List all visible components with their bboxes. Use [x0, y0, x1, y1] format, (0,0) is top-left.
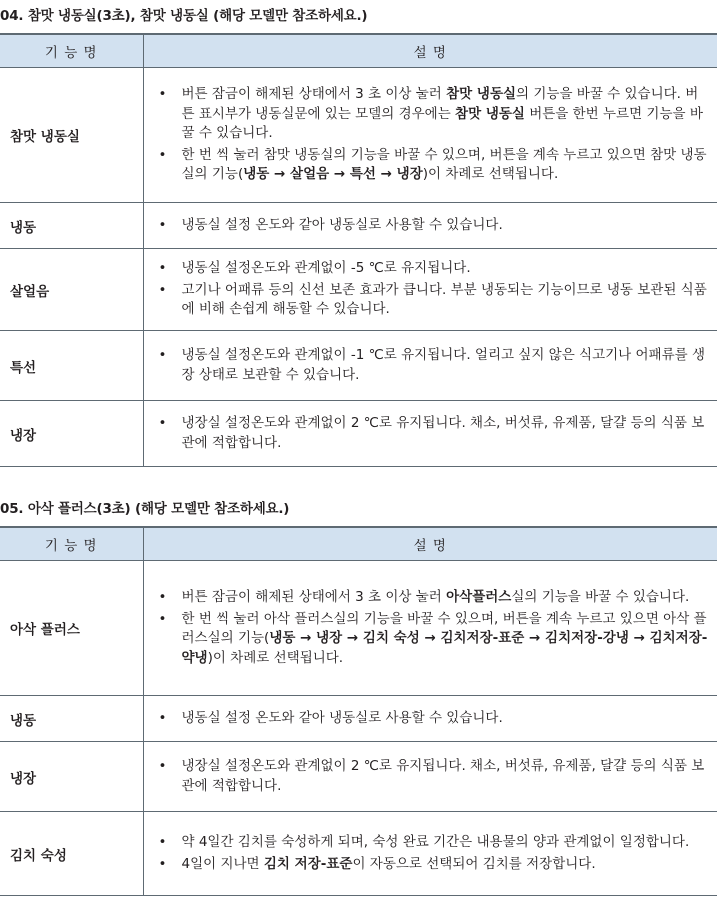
- text-run: 이 자동으로 선택되어 김치를 저장합니다.: [352, 855, 596, 872]
- function-description: [143, 401, 717, 467]
- function-name: 아삭 플러스: [0, 561, 143, 696]
- table-header-row: [0, 34, 717, 68]
- function-name: 살얼음: [0, 249, 143, 331]
- text-run: 냉동실 설정 온도와 같아 냉동실로 사용할 수 있습니다.: [181, 216, 503, 233]
- text-run: 냉동실 설정 온도와 같아 냉동실로 사용할 수 있습니다.: [181, 709, 503, 726]
- function-table-05: [0, 526, 717, 896]
- function-table-04: [0, 33, 717, 467]
- text-run: 버튼 잠금이 해제된 상태에서 3 초 이상 눌러: [181, 589, 447, 605]
- header-function-name: 기 능 명: [0, 527, 143, 561]
- text-run: 버튼 잠금이 해제된 상태에서 3 초 이상 눌러: [181, 86, 447, 103]
- bullet-dot-icon: •: [158, 347, 167, 363]
- text-run: 버튼을 한번 누르면 기능을 바꿀 수 있습니다.: [181, 105, 703, 142]
- bullet-text: [182, 347, 706, 383]
- text-run: 실의 기능을 바꿀 수 있습니다.: [511, 589, 690, 605]
- text-run: 고기나 어패류 등의 신선 보존 효과가 큽니다. 부분 냉동되는 기능이므로 냉동 보관된 식품에 비해 손쉽게 해동할 수 있습니다.: [181, 281, 707, 318]
- bullet-text: [182, 834, 690, 850]
- bullet-dot-icon: •: [158, 855, 167, 872]
- bullet-text: [182, 856, 596, 872]
- bullet-item: [144, 709, 710, 729]
- bullet-text: [182, 86, 703, 141]
- bullet-text: [182, 260, 471, 276]
- bullet-item: [144, 610, 710, 669]
- text-run: 약 4일간 김치를 숙성하게 되며, 숙성 완료 기간은 내용물의 양과 관계없이 일정합니다.: [181, 834, 690, 850]
- bullet-text: [182, 217, 503, 233]
- bullet-list: [144, 757, 710, 796]
- bullet-text: [182, 611, 708, 666]
- bullet-text: [182, 758, 705, 794]
- bullet-item: [144, 281, 710, 320]
- bullet-list: [144, 216, 710, 236]
- table-row: [0, 203, 717, 249]
- table-row: [0, 331, 717, 401]
- function-description: [143, 68, 717, 203]
- section-title-05: 05. 아삭 플러스(3초) (해당 모델만 참조하세요.): [0, 501, 290, 517]
- bullet-item: [144, 259, 710, 279]
- header-description: 설 명: [143, 34, 717, 68]
- bold-term: 참맛 냉동실: [455, 105, 525, 122]
- function-description: [143, 742, 717, 812]
- bold-term: 참맛 냉동실: [446, 86, 517, 103]
- text-run: 4일이 지나면: [181, 855, 264, 872]
- bullet-dot-icon: •: [158, 415, 167, 431]
- bullet-dot-icon: •: [158, 758, 167, 774]
- function-name: 냉동: [0, 203, 143, 249]
- bullet-list: [144, 346, 710, 385]
- bullet-item: [144, 216, 710, 236]
- text-run: 냉동실 설정온도와 관계없이 -5 ℃로 유지됩니다.: [181, 260, 471, 277]
- function-name: 특선: [0, 331, 143, 401]
- bullet-item: [144, 414, 710, 453]
- table-row: [0, 696, 717, 742]
- bullet-dot-icon: •: [158, 709, 167, 726]
- function-description: [143, 696, 717, 742]
- bullet-list: [144, 588, 710, 668]
- bullet-item: [144, 85, 710, 144]
- function-description: [143, 812, 717, 896]
- bullet-text: [182, 282, 707, 318]
- text-run: 한 번 씩 눌러 참맛 냉동실의 기능을 바꿀 수 있으며, 버튼을 계속 누르고 있으면 참맛 냉동실의 기능(: [181, 146, 707, 183]
- bullet-item: [144, 757, 710, 796]
- section-title-04: 04. 참맛 냉동실(3초), 참맛 냉동실 (해당 모델만 참조하세요.): [0, 8, 368, 24]
- table-row: [0, 68, 717, 203]
- bullet-dot-icon: •: [158, 260, 167, 277]
- bold-term: 냉동 → 살얼음 → 특선 → 냉장: [243, 166, 423, 183]
- text-run: 냉동실 설정온도와 관계없이 -1 ℃로 유지됩니다. 얼리고 싶지 않은 식고기나 어패류를 생장 상태로 보관할 수 있습니다.: [181, 347, 706, 383]
- function-description: [143, 249, 717, 331]
- header-description: 설 명: [143, 527, 717, 561]
- bullet-list: [144, 259, 710, 320]
- bullet-item: [144, 855, 710, 875]
- bullet-list: [144, 709, 710, 729]
- function-name: 냉동: [0, 696, 143, 742]
- function-name: 냉장: [0, 742, 143, 812]
- bullet-item: [144, 346, 710, 385]
- function-description: [143, 331, 717, 401]
- table-row: [0, 812, 717, 896]
- table-row: [0, 742, 717, 812]
- text-run: 냉장실 설정온도와 관계없이 2 ℃로 유지됩니다. 채소, 버섯류, 유제품, 달걀 등의 식품 보관에 적합합니다.: [181, 758, 705, 794]
- bullet-dot-icon: •: [158, 146, 167, 163]
- bullet-text: [182, 147, 707, 183]
- bullet-dot-icon: •: [158, 589, 167, 605]
- function-name: 참맛 냉동실: [0, 68, 143, 203]
- text-run: 의 기능을 바꿀 수 있습니다. 버튼 표시부가 냉동실문에 있는 모델의 경우에는: [181, 86, 699, 122]
- bullet-item: [144, 588, 710, 608]
- function-name: 냉장: [0, 401, 143, 467]
- bold-term: 아삭플러스: [446, 589, 512, 605]
- function-name: 김치 숙성: [0, 812, 143, 896]
- bullet-item: [144, 146, 710, 185]
- bullet-dot-icon: •: [158, 216, 167, 233]
- function-description: [143, 203, 717, 249]
- bold-term: 김치 저장-표준: [263, 855, 353, 872]
- bullet-dot-icon: •: [158, 610, 167, 627]
- table-row: [0, 561, 717, 696]
- bullet-list: [144, 414, 710, 453]
- bullet-text: [182, 710, 503, 726]
- bullet-item: [144, 833, 710, 853]
- bullet-text: [182, 415, 705, 451]
- bold-term: 냉동 → 냉장 → 김치 숙성 → 김치저장-표준 → 김치저장-강냉 → 김치저장-약냉: [181, 630, 708, 666]
- header-function-name: 기 능 명: [0, 34, 143, 68]
- table-header-row: [0, 527, 717, 561]
- bullet-list: [144, 85, 710, 185]
- text-run: 냉장실 설정온도와 관계없이 2 ℃로 유지됩니다. 채소, 버섯류, 유제품, 달걀 등의 식품 보관에 적합합니다.: [181, 415, 705, 451]
- function-description: [143, 561, 717, 696]
- table-row: [0, 401, 717, 467]
- bullet-dot-icon: •: [158, 281, 167, 298]
- bullet-list: [144, 833, 710, 874]
- bullet-text: [182, 589, 690, 605]
- text-run: )이 차례로 선택됩니다.: [207, 649, 344, 666]
- text-run: 한 번 씩 눌러 아삭 플러스실의 기능을 바꿀 수 있으며, 버튼을 계속 누르고 있으면 아삭 플러스실의 기능(: [181, 610, 707, 646]
- table-row: [0, 249, 717, 331]
- bullet-dot-icon: •: [158, 834, 167, 850]
- bullet-dot-icon: •: [158, 86, 167, 103]
- text-run: )이 차례로 선택됩니다.: [422, 166, 559, 183]
